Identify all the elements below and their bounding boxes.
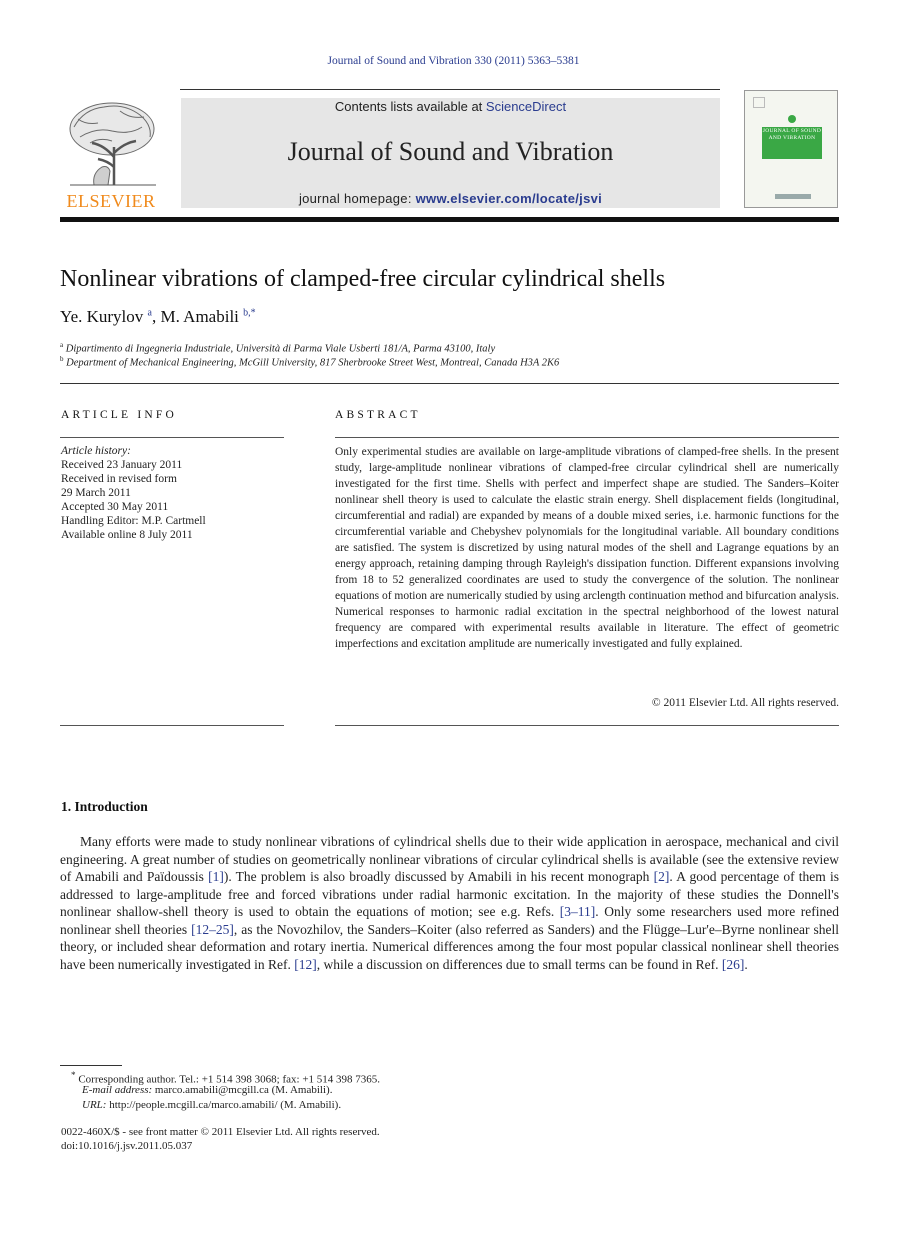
- article-info-heading: ARTICLE INFO: [61, 409, 177, 421]
- abstract-text: Only experimental studies are available on large-amplitude vibrations of clamped-free shells. In the present study, large-amplitude nonlinear vibrations of clamped-free circular cylindrical shell are numerically investigated for the first time. Shells with perfect and imperfect shape are studied. The Sanders–Koiter nonlinear shell theory is used to calculate the elastic strain energy. Shell displacement fields (longitudinal, circumferential and radial) are expanded by means of a double mixed series, i.e. harmonic functions for the circumferential variable and Chebyshev polynomials for the longitudinal variable. All boundary conditions are satisfied. The system is discretized by using natural modes of the shell and Lagrange equations by an energy approach, retaining damping through Rayleigh's dissipation function. Different expansions involving from 18 to 52 generalized coordinates are used to study the convergence of the solution. The nonlinear equations of motion are numerically studied by using arclength continuation method and bifurcation analysis. Numerical responses to harmonic radial excitation in the spectral neighborhood of the lowest natural frequency are compared with experimental results available in literature. The effect of geometric imperfections and excitation amplitude are numerically investigated and fully explained.: [335, 446, 839, 650]
- affiliation-b-text: Department of Mechanical Engineering, McGill University, 817 Sherbrooke Street West, Montreal, Canada H3A 2K6: [63, 357, 560, 369]
- footnote-rule: [60, 1065, 122, 1066]
- footnote-email-value[interactable]: marco.amabili@mcgill.ca (M. Amabili).: [152, 1084, 333, 1096]
- affiliation-a-mark: a: [60, 341, 64, 349]
- author-separator: ,: [152, 307, 161, 326]
- citation-link[interactable]: [3–11]: [559, 904, 596, 919]
- abstract-bottom-rule: [335, 725, 839, 726]
- footnote-url-value[interactable]: http://people.mcgill.ca/marco.amabili/ (M. Amabili).: [106, 1099, 342, 1111]
- author-kurylov-affil-mark[interactable]: a: [147, 307, 152, 319]
- introduction-text: Many efforts were made to study nonlinear vibrations of cylindrical shells due to their wide application in aerospace, mechanical and civil engineering. A great number of studies on geometrically nonlinear vibrations of circular cylindrical shells is available (see the extensive review of Amabili and Païdoussis: [60, 834, 839, 884]
- masthead-bottom-rule: [60, 217, 839, 222]
- affiliation-b: [60, 355, 559, 369]
- affiliation-b-mark: b: [60, 355, 64, 363]
- issn-line: 0022-460X/$ - see front matter © 2011 Elsevier Ltd. All rights reserved.: [61, 1126, 380, 1138]
- citation-link[interactable]: [2]: [653, 869, 670, 884]
- contents-line: [181, 99, 720, 114]
- history-line: Received in revised form: [61, 473, 177, 485]
- introduction-text: . Only some researchers used more refined nonlinear shell theories: [60, 904, 839, 937]
- sciencedirect-link[interactable]: ScienceDirect: [485, 99, 567, 114]
- author-amabili-affil-mark[interactable]: b,*: [243, 307, 256, 319]
- citation-link[interactable]: [1]: [208, 869, 224, 884]
- history-line: Handling Editor: M.P. Cartmell: [61, 515, 206, 527]
- introduction-paragraph: [60, 833, 839, 973]
- cover-title: JOURNAL OF SOUND AND VIBRATION: [762, 128, 822, 141]
- journal-title: Journal of Sound and Vibration: [287, 137, 614, 166]
- citation-link[interactable]: [12]: [294, 956, 317, 972]
- journal-homepage: [181, 191, 720, 206]
- abstract-top-rule: [335, 437, 839, 438]
- introduction-text: ). The problem is also broadly discussed by Amabili in his recent monograph: [223, 869, 654, 884]
- cover-corner-box: [753, 97, 765, 108]
- introduction-text: . A good percentage of them is addressed to large-amplitude free and forced vibrations under radial harmonic excitation. In the majority of these studies the Donnell's nonlinear shallow-shell theory is used to obtain the equations of motion; see e.g. Refs.: [60, 869, 839, 919]
- footnote-url-label: URL:: [82, 1099, 107, 1111]
- footnote-email: [82, 1084, 332, 1096]
- introduction-text: , while a discussion on differences due to small terms can be found in Ref.: [316, 956, 722, 972]
- history-line: Received 23 January 2011: [61, 459, 183, 471]
- abstract-heading: ABSTRACT: [335, 409, 421, 421]
- citation-link[interactable]: [26]: [721, 956, 745, 972]
- elsevier-wordmark: ELSEVIER: [66, 191, 156, 211]
- footnote-corresponding-text: Corresponding author. Tel.: +1 514 398 3068; fax: +1 514 398 7365.: [75, 1073, 381, 1086]
- cover-footer-logo: [775, 194, 811, 199]
- introduction-heading: 1. Introduction: [61, 799, 148, 814]
- introduction-text: , as the Novozhilov, the Sanders–Koiter (also referred as Sanders) and the Flügge–Lur'e–Byrne nonlinear shell theory, or included shear deformation and rotary inertia. Numerical differences among the four most popular classical nonlinear shell theories have been numerically investigated in Ref.: [60, 921, 839, 972]
- header-separator-rule: [60, 383, 839, 384]
- article-info-top-rule: [60, 437, 284, 438]
- article-history: [61, 444, 206, 542]
- contents-prefix: Contents lists available at: [334, 99, 486, 114]
- doi-line[interactable]: doi:10.1016/j.jsv.2011.05.037: [61, 1140, 193, 1152]
- affiliation-a: [60, 341, 495, 355]
- article-info-bottom-rule: [60, 725, 284, 726]
- homepage-link[interactable]: www.elsevier.com/locate/jsvi: [415, 191, 603, 206]
- cover-emblem-icon: [788, 115, 796, 123]
- author-kurylov[interactable]: Ye. Kurylov: [60, 307, 144, 326]
- affiliation-a-text: Dipartimento di Ingegneria Industriale, Università di Parma Viale Usberti 181/A, Parma 43100, Italy: [63, 343, 496, 355]
- abstract-copyright: © 2011 Elsevier Ltd. All rights reserved.: [651, 697, 839, 709]
- history-line: 29 March 2011: [61, 487, 131, 499]
- journal-cover-thumbnail[interactable]: [744, 90, 838, 208]
- footnote-email-label: E-mail address:: [82, 1084, 153, 1096]
- history-line: Accepted 30 May 2011: [61, 501, 169, 513]
- homepage-prefix: journal homepage:: [298, 191, 416, 206]
- article-title: Nonlinear vibrations of clamped-free circular cylindrical shells: [60, 266, 666, 292]
- running-head: Journal of Sound and Vibration 330 (2011) 5363–5381: [327, 55, 580, 67]
- footnote-star: *: [71, 1070, 76, 1080]
- citation-link[interactable]: [12–25]: [191, 921, 234, 937]
- author-list: [60, 307, 256, 327]
- article-history-label: Article history:: [61, 445, 131, 457]
- masthead-top-rule: [180, 89, 720, 90]
- footnote-url: [82, 1099, 341, 1111]
- introduction-text: .: [744, 956, 748, 972]
- history-line: Available online 8 July 2011: [61, 529, 193, 541]
- author-amabili[interactable]: M. Amabili: [160, 307, 239, 326]
